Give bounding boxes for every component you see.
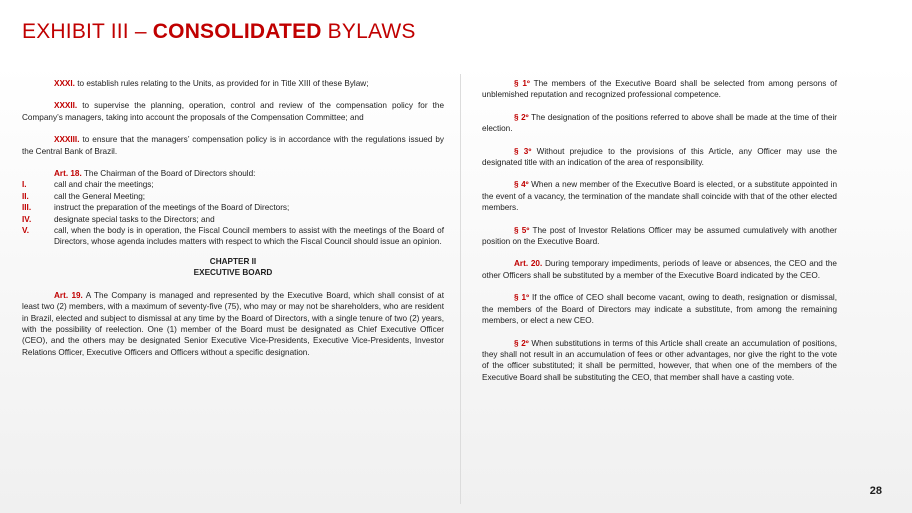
clause-number: XXXII. — [54, 101, 78, 111]
item-number: I. — [22, 180, 27, 190]
paragraph-text: The members of the Executive Board shall be selected from among persons of unblemished reputation and recognized professional competence. — [482, 79, 838, 100]
article-19 — [22, 290, 444, 358]
article-number: Art. 19. — [54, 290, 83, 300]
paragraph-3 — [482, 146, 837, 169]
paragraph-number: § 3º — [514, 146, 532, 156]
article-18 — [22, 168, 444, 179]
article-number: Art. 20. — [514, 259, 543, 269]
clause-number: XXXI. — [54, 79, 75, 88]
page-title — [22, 20, 416, 44]
paragraph-number: § 1º — [514, 79, 530, 88]
clause-number: XXXIII. — [54, 135, 80, 145]
column-divider — [460, 74, 461, 504]
article-20-paragraph-1 — [482, 292, 837, 326]
paragraph-number: § 1º — [514, 293, 530, 303]
list-item — [22, 202, 444, 213]
paragraph-text: The designation of the positions referred to above shall be made at the time of their election. — [482, 112, 837, 134]
article-text: A The Company is managed and represented by the Executive Board, which shall consist of at least two (2) members, with a maximum of seventy-five (75), who may or may not be shareholders, who are resident in Brazil, elected and subject to dismissal at any time by the Board of Directors, with a single tenure of two (2) years, with the possibility of reelection. One (1) member of the Board must be designated as Chief Executive Officer (CEO), and the others may be designated Senior Executive Vice-Presidents, Executive Vice-Presidents, Investor Relations Officer, Executive Officers and Officers without a specific designation. — [22, 290, 445, 357]
title-suffix: BYLAWS — [321, 20, 416, 43]
clause-xxxi — [22, 78, 444, 89]
article-20 — [482, 258, 837, 281]
list-item — [22, 179, 444, 190]
paragraph-text: If the office of CEO shall become vacant, owing to death, resignation or dismissal, the members of the Board of Directors may indicate a substitute, from among the remaining members, or elect a new CEO. — [482, 293, 837, 326]
paragraph-text: When a new member of the Executive Board is elected, or a substitute appointed in the event of a vacancy, the termination of the mandate shall coincide with that of the other elected members. — [482, 180, 837, 213]
item-number: III. — [22, 203, 32, 213]
item-text: call and chair the meetings; — [54, 180, 154, 190]
item-number: V. — [22, 226, 29, 236]
title-prefix: EXHIBIT III – — [22, 20, 153, 43]
clause-text: to ensure that the managers’ compensation policy is in accordance with the regulations issued by the Central Bank of Brazil. — [22, 135, 444, 156]
paragraph-number: § 4º — [514, 180, 529, 190]
paragraph-2 — [482, 112, 837, 135]
clause-xxxiii — [22, 134, 444, 157]
clause-text: to establish rules relating to the Units, as provided for in Title XIII of these Bylaw; — [74, 79, 369, 88]
paragraph-number: § 5º — [514, 225, 530, 235]
clause-xxxii — [22, 100, 444, 123]
article-text: During temporary impediments, periods of leave or absences, the CEO and the other Officers shall be substituted by a member of the Executive Board indicated by the CEO. — [482, 259, 837, 280]
chapter-title: EXECUTIVE BOARD — [193, 268, 273, 278]
paragraph-text: The post of Investor Relations Officer may be assumed cumulatively with another position on the Executive Board. — [482, 225, 838, 247]
right-column — [482, 78, 837, 394]
slide-header — [0, 0, 912, 64]
article-number: Art. 18. — [54, 169, 82, 179]
left-column — [22, 78, 444, 369]
item-number: IV. — [22, 214, 32, 224]
page-number: 28 — [869, 485, 882, 497]
item-text: instruct the preparation of the meetings of the Board of Directors; — [54, 203, 290, 213]
item-text: designate special tasks to the Directors; and — [54, 214, 215, 224]
item-number: II. — [22, 191, 29, 201]
item-text: call the General Meeting; — [54, 191, 146, 201]
paragraph-1 — [482, 78, 837, 101]
paragraph-text: Without prejudice to the provisions of this Article, any Officer may use the designated title with an indication of the area of responsibility. — [482, 146, 838, 168]
document-body — [0, 64, 912, 513]
paragraph-4 — [482, 179, 837, 213]
clause-text: to supervise the planning, operation, control and review of the compensation policy for the Company’s managers, taking into account the proposals of the Compensation Committee; and — [22, 101, 444, 122]
chapter-heading: CHAPTER II — [209, 256, 257, 266]
list-item — [22, 191, 444, 202]
paragraph-number: § 2º — [514, 338, 529, 348]
list-item — [22, 214, 444, 225]
paragraph-number: § 2º — [514, 112, 529, 122]
article-text: The Chairman of the Board of Directors should: — [81, 169, 256, 179]
title-bold: CONSOLIDATED — [152, 20, 322, 43]
article-20-paragraph-2 — [482, 338, 837, 384]
list-item — [22, 225, 444, 248]
article-18-list — [22, 179, 444, 247]
paragraph-5 — [482, 225, 837, 248]
paragraph-text: When substitutions in terms of this Article shall create an accumulation of positions, they shall not result in an accumulation of fees or other advantages, nor give the right to the vote of the officer substituted; it shall be permitted, however, that when one of the members of the Executive Board shall be substituting the CEO, that member shall have a casting vote. — [482, 338, 838, 382]
item-text: call, when the body is in operation, the Fiscal Council members to assist with the meetings of the Board of Directors, whose agenda includes matters with respect to which the Fiscal Council should issue an opinion. — [54, 226, 444, 247]
